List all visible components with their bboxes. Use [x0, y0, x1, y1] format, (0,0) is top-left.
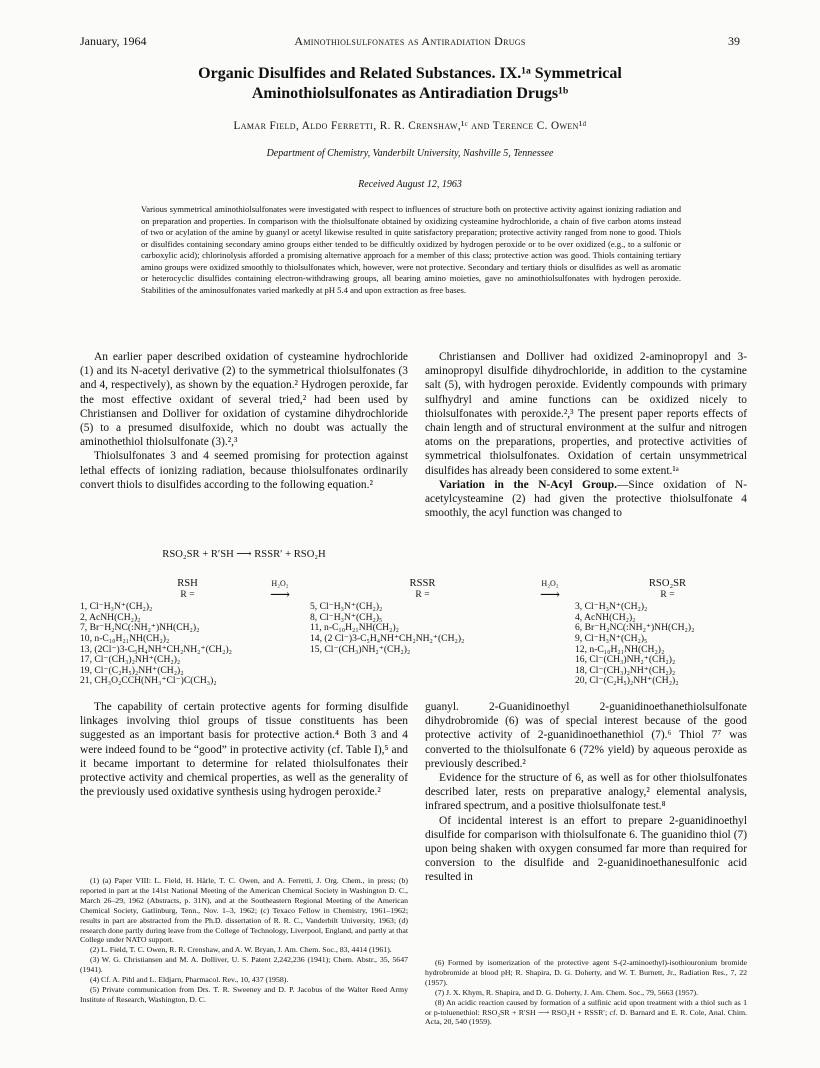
title-line-2: Aminothiolsulfonates as Antiradiation Drugs¹ᵇ [251, 85, 569, 102]
footnote: (7) J. X. Khym, R. Shapira, and D. G. Doherty, J. Am. Chem. Soc., 79, 5663 (1957). [435, 987, 699, 997]
footnote: (6) Formed by isomerization of the protective agent S-(2-aminoethyl)-isothiouronium bromide hydrobromide at blood pH; R. Shapira, D. G. Doherty, and W. T. Burnett, Jr., Radiation Res., 7, 22 (1957). [425, 958, 747, 987]
column-2-bottom [425, 700, 747, 885]
footnote: (3) W. G. Christiansen and M. A. Dolliver, U. S. Patent 2,242,236 (1941); Chem. Abstr., 35, 5647 (1941). [80, 955, 408, 975]
footnote: (1) (a) Paper VIII: L. Field, H. Härle, T. C. Owen, and A. Ferretti, J. Org. Chem., in press; (b) reported in part at the 141st National Meeting of the American Chemical Society in Washington D. C., March 26–29, 1962 (Abstracts, p. 31N), and at the Southeastern Regional Meeting of the American Chemical Society, Gatlinburg, Tenn., Nov. 1–3, 1962; (c) Texaco Fellow in Chemistry, 1961–1962; results in part are abstracted from the Ph.D. dissertation of R. R. C., Vanderbilt University, 1963; (d) research done partly during leave from the College of Technology, Liverpool, England, and partly at that College under NATO support. [80, 876, 408, 945]
scheme-item: 16, Cl⁻(CH₃)NH₂⁺(CH₂)₂ [575, 654, 676, 666]
header-date: January, 1964 [80, 34, 147, 48]
paragraph: Of incidental interest is an effort to prepare 2-guanidinoethyl disulfide for comparison with thiolsulfonate 6. The guanidino thiol (7) upon being shaken with oxygen consumed far more than required for conversion to the disulfide and 2-guanidinoethanesulfonic acid resulted in [425, 814, 747, 884]
footnotes-right [425, 958, 747, 1027]
scheme-r-label: R = [415, 588, 430, 600]
reaction-arrow [255, 579, 305, 602]
paragraph: An earlier paper described oxidation of cysteamine hydrochloride (1) and its N-acetyl derivative (2) to the symmetrical thiolsulfonates (3 and 4, respectively), as shown by the equation.² Hydrogen peroxide, far the most effective oxidant of several tried,² had been used by Christiansen and Dolliver for oxidation of cystamine dihydrochloride (5) to a presumed disulfoxide, which no doubt was actually the aminothethiol thiolsulfonate (3).²,³ [80, 351, 408, 449]
footnote: (4) Cf. A. Pihl and L. Eldjarn, Pharmacol. Rev., 10, 437 (1958). [90, 975, 289, 985]
footnote: (5) Private communication from Drs. T. R. Sweeney and D. P. Jacobus of the Walter Reed Army Institute of Research, Washington, D. C. [80, 984, 408, 1004]
scheme-column-thiolsulfonates [575, 579, 760, 687]
arrow-icon: ⟶ [269, 587, 291, 603]
footnote: (2) L. Field, T. C. Owen, R. R. Crenshaw, and A. W. Bryan, J. Am. Chem. Soc., 83, 4414 (1961). [90, 945, 392, 955]
scheme-head: RSSR [409, 578, 436, 589]
oxidant-label: H₂O₂ [271, 579, 289, 588]
scheme-item: 12, n-C₁₀H₂₁NH(CH₂)₂ [575, 643, 665, 655]
column-2-top [425, 350, 747, 520]
paragraph: The capability of certain protective agents for forming disulfide linkages involving thiol groups of tissue constituents has been suggested as an important basis for protective action.⁴ Both 3 and 4 were indeed found to be “good” in protective activity (cf. Table I),⁵ and it became important to determine for related thiolsulfonates their protective activity and chemical properties, as well as the generality of the previously used oxidative synthesis using hydrogen peroxide.² [80, 701, 408, 799]
page-number: 39 [728, 34, 740, 48]
column-1-bottom [80, 700, 408, 799]
scheme-r-label: R = [180, 588, 195, 600]
section-heading: Variation in the N-Acyl Group. [439, 478, 617, 491]
scheme-item: 18, Cl⁻(CH₃)₂NH⁺(CH₂)₂ [575, 664, 676, 676]
paragraph [425, 478, 747, 521]
paragraph: Evidence for the structure of 6, as well as for other thiolsulfonates described later, rests on preparative analogy,² elemental analysis, infrared spectrum, and a positive thiolsulfonate test.⁸ [425, 772, 747, 813]
header-running-title: Aminothiolsulfonates as Antiradiation Drugs [294, 34, 526, 48]
scheme-item: 15, Cl⁻(CH₃)NH₂⁺(CH₂)₂ [310, 643, 411, 655]
scheme-item: 19, Cl⁻(C₂H₅)₂NH⁺(CH₂)₂ [80, 664, 184, 676]
scheme-item: 7, Br⁻H₂NC(:NH₂⁺)NH(CH₂)₂ [80, 622, 200, 634]
abstract: Various symmetrical aminothiolsulfonates were investigated with respect to influences of structure both on protective activity against ionizing radiation and on preparation and properties. In comparison with the thiolsulfonate obtained by oxidizing cysteamine hydrochloride, a chain of five carbon atoms instead of two or acylation of the amine by guanyl or acetyl likewise resulted in quite satisfactory preparation; protective activity ranged from none to good. Thiols or disulfides containing secondary amino groups either tended to be difficultly oxidized by hydrogen peroxide or to be over oxidized (e.g., to a sulfonic or carboxylic acid); chlorinolysis afforded a promising alternative approach for a member of this class; protective action was good. Thiols containing tertiary amino groups were oxidized smoothly to thiolsulfonates which, however, were not protective. Secondary and tertiary thiols or disulfides as well as aromatic or heterocyclic disulfides containing electron-withdrawing groups, all bearing amino moieties, gave no aminothiolsulfonates with hydrogen peroxide. Stabilities of the aminosulfonates varied markedly at pH 5.4 and upon extraction as free bases. [141, 204, 681, 295]
scheme-item: 14, (2 Cl⁻)3-C₅H₄NH⁺CH₂NH₂⁺(CH₂)₂ [310, 632, 465, 644]
scheme-item: 5, Cl⁻H₃N⁺(CH₂)₂ [310, 601, 383, 613]
scheme-item: 6, Br⁻H₂NC(:NH₂⁺)NH(CH₂)₂ [575, 622, 695, 634]
article-title [90, 64, 730, 104]
title-line-1: Organic Disulfides and Related Substances. IX.¹ᵃ Symmetrical [198, 65, 622, 82]
scheme-item: 21, CH₃O₂CCH(NH₃⁺Cl⁻)C(CH₃)₂ [80, 675, 217, 687]
scheme-item: 4, AcNH(CH₂)₂ [575, 611, 636, 623]
scheme-item: 17, Cl⁻(CH₃)₂NH⁺(CH₂)₂ [80, 654, 181, 666]
reaction-scheme [80, 579, 760, 691]
section-text: —Since oxidation of N-acetylcysteamine (2) had given the protective thiolsulfonate 4 smoothly, the acyl function was changed to [425, 478, 748, 520]
arrow-icon: ⟶ [539, 587, 561, 603]
scheme-r-label: R = [660, 588, 675, 600]
scheme-item: 1, Cl⁻H₃N⁺(CH₂)₂ [80, 601, 153, 613]
scheme-item: 11, n-C₁₀H₂₁NH(CH₂)₂ [310, 622, 399, 634]
scheme-item: 10, n-C₁₀H₂₁NH(CH₂)₂ [80, 632, 170, 644]
scheme-item: 9, Cl⁻H₃N⁺(CH₂)₅ [575, 632, 648, 644]
scheme-column-disulfides [310, 579, 535, 655]
authors: Lamar Field, Aldo Ferretti, R. R. Crenshaw,¹ᶜ and Terence C. Owen¹ᵈ [233, 120, 587, 132]
received-date: Received August 12, 1963 [358, 179, 462, 190]
scheme-head: RSO₂SR [648, 578, 687, 589]
paragraph: guanyl. 2-Guanidinoethyl 2-guanidinoethanethiolsulfonate dihydrobromide (6) was of special interest because of the good protective activity of 2-guanidinoethanethiol (7).⁶ Thiol 7⁷ was converted to the thiolsulfonate 6 (72% yield) by aqueous peroxide as previously described.² [425, 701, 747, 770]
running-header [80, 34, 740, 50]
paragraph: Christiansen and Dolliver had oxidized 2-aminopropyl and 3-aminopropyl disulfide dihydrochloride, in addition to the cystamine salt (5), with hydrogen peroxide. Evidently compounds with primary sulfhydryl and amine functions can be oxidized nicely to thiolsulfonates with peroxide.²,³ The present paper reports effects of chain length and of structural environment at the sulfur and nitrogen atoms on the preparations, properties, and protective activities of symmetrical thiolsulfonates. Oxidation of certain unsymmetrical disulfides has already been considered to some extent.¹ᵃ [425, 351, 747, 477]
scheme-head: RSH [177, 578, 198, 589]
affiliation: Department of Chemistry, Vanderbilt University, Nashville 5, Tennessee [266, 148, 554, 159]
scheme-item: 3, Cl⁻H₃N⁺(CH₂)₂ [575, 601, 648, 613]
scheme-item: 20, Cl⁻(C₂H₅)₂NH⁺(CH₂)₂ [575, 675, 679, 687]
scheme-item: 13, (2Cl⁻)3-C₅H₄NH⁺CH₂NH₂⁺(CH₂)₂ [80, 643, 232, 655]
paragraph: Thiolsulfonates 3 and 4 seemed promising for protection against lethal effects of ionizing radiation, because thiolsulfonates ordinarily convert thiols to disulfides according to the following equation.² [80, 450, 408, 491]
column-1-top [80, 350, 408, 492]
equation: RSO₂SR + R′SH ⟶ RSSR′ + RSO₂H [162, 549, 326, 560]
reaction-arrow [525, 579, 575, 602]
footnotes-left [80, 876, 408, 1005]
footnote: (8) An acidic reaction caused by formation of a sulfinic acid upon treatment with a thiol such as 1 or p-toluenethiol: RSO₂SR + R′SH ⟶ RSO₂H + RSSR′; cf. D. Barnard and E. R. Cole, Anal. Chim. Acta, 20, 540 (1959). [425, 997, 747, 1027]
scheme-item: 8, Cl⁻H₃N⁺(CH₂)₅ [310, 611, 383, 623]
scheme-item: 2, AcNH(CH₂)₂ [80, 611, 141, 623]
oxidant-label: H₂O₂ [541, 579, 559, 588]
